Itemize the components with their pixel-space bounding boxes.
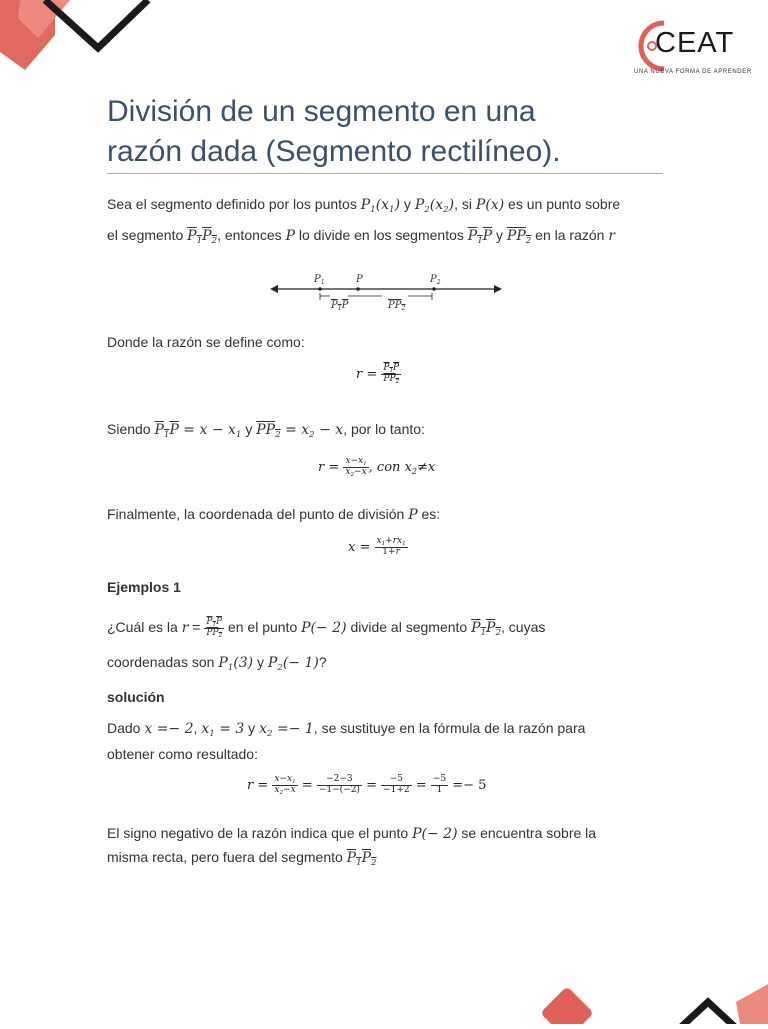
question-line-2: coordenadas son $P_1(3)$ y $P_2(- 1)$?	[107, 654, 327, 674]
segment-figure	[268, 272, 504, 316]
figure-label-seg1: $P_1P$	[331, 300, 349, 313]
definition-text: Donde la razón se define como:	[107, 334, 305, 350]
solution-line-2: obtener como resultado:	[107, 746, 258, 762]
conclusion-line-1: El signo negativo de la razón indica que el punto P(− 2) se encuentra sobre la	[107, 825, 597, 842]
figure-label-p2: $P_2$	[430, 274, 441, 287]
ratio-coordinate-formula: r = $\frac{x-x_1}{x_2-x}$ , con $x_2\ne x$	[318, 456, 436, 478]
conclusion-line-2: misma recta, pero fuera del segmento $P_1P_2$	[107, 849, 377, 869]
example-heading: Ejemplos 1	[107, 579, 181, 595]
figure-label-p1: $P_1$	[314, 274, 325, 287]
decor-bottom-right	[540, 984, 768, 1024]
ratio-calculation: r = $\frac{x-x_1}{x_2-x}$ = $\frac{-2-3}{-1-(-2)}$ = $\frac{-5}{-1+2}$ = $\frac{-5}{1}$ =− 5	[247, 774, 487, 796]
figure-label-seg2: $PP_2$	[388, 300, 406, 313]
title-line-1: División de un segmento en una	[107, 95, 536, 128]
title-line-2: razón dada (Segmento rectilíneo).	[107, 135, 561, 168]
title-rule	[107, 173, 663, 174]
question-line-1: ¿Cuál es la r = $\frac{P_1P}{PP_2}$ en el punto P(− 2) divide al segmento $P_1P_2$, cuyas	[107, 616, 546, 639]
ratio-formula: r = $\frac{P_1P}{PP_2}$	[356, 363, 400, 385]
solution-heading: solución	[107, 689, 165, 705]
brand-logo-text: CEAT	[655, 27, 735, 59]
intro-line-1: Sea el segmento definido por los puntos $P_1(x_1)$ y $P_2(x_2)$, si P(x) es un punto sobre	[107, 196, 621, 216]
final-coordinate-text: Finalmente, la coordenada del punto de división P es:	[107, 506, 441, 523]
solution-line-1: Dado x =− 2, $x_1 = 3$ y $x_2 =- 1$, se sustituye en la fórmula de la razón para	[107, 720, 586, 740]
brand-tagline: UNA NUEVA FORMA DE APRENDER	[634, 69, 752, 75]
siendo-line: Siendo $P_1P = x - x_1$ y $PP_2 = x_2 - x$, por lo tanto:	[107, 421, 425, 441]
figure-label-p: P	[356, 274, 363, 285]
decor-top-left	[0, 0, 160, 100]
intro-line-2: el segmento $P_1P_2$, entonces P lo divide en los segmentos $P_1P$ y $PP_2$ en la razón r	[107, 227, 616, 247]
division-point-formula: x = $\frac{x_1+rx_1}{1+r}$	[348, 536, 406, 558]
page-title	[107, 92, 561, 172]
